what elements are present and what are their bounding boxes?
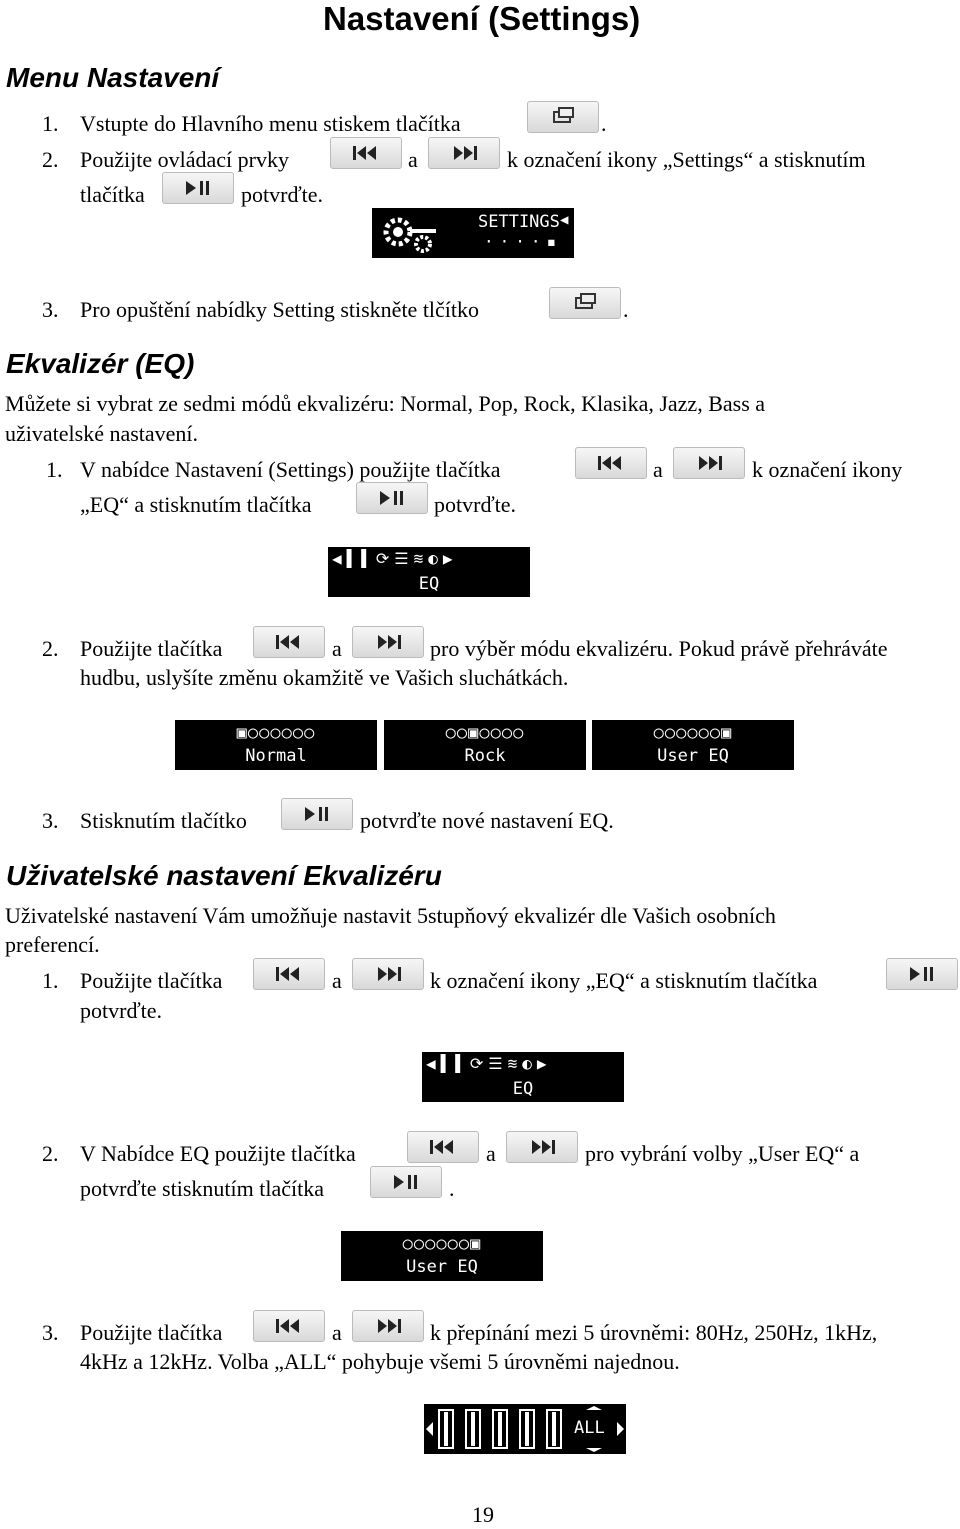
step-text: Stisknutím tlačítko [80, 808, 247, 833]
menu-dots-icon: ····▪ [484, 232, 563, 251]
step-text: potvrďte stisknutím tlačítka [80, 1176, 324, 1201]
step-number: 2. [42, 147, 59, 172]
prev-icon [408, 1132, 478, 1162]
step-text: . [449, 1176, 455, 1201]
step-text: k označení ikony [752, 457, 903, 482]
step-text: potvrďte. [80, 998, 163, 1023]
prev-button [253, 626, 325, 658]
eq-mode-dots: ○○○○○○▣ [402, 1234, 482, 1254]
eq-mode-label: User EQ [406, 1257, 478, 1277]
step-text: Pro opuštění nabídky Setting stiskněte tlčítko [80, 297, 480, 322]
user-eq-screen [341, 1231, 543, 1281]
step-text: potvrďte. [241, 182, 324, 207]
step-text: k označení ikony „EQ“ a stisknutím tlačítka [430, 968, 818, 993]
next-button [673, 447, 745, 479]
page-number: 19 [472, 1502, 494, 1527]
play-pause-button [886, 958, 958, 990]
eq-mode-label: User EQ [657, 746, 729, 766]
step-text: k označení ikony „Settings“ a stisknutím [507, 147, 866, 172]
section-heading-user-eq: Uživatelské nastavení Ekvalizéru [6, 860, 442, 891]
step-text: „EQ“ a stisknutím tlačítka [80, 492, 312, 517]
step-number: 1. [42, 968, 59, 993]
step-number: 3. [42, 808, 59, 833]
all-label: ALL [574, 1418, 605, 1438]
next-button [352, 1310, 424, 1342]
prev-icon [254, 627, 324, 657]
settings-icons-row: ◀▌▌⟳☰≋◐▶ [426, 1054, 552, 1073]
gear-icon [378, 212, 444, 256]
menu-icon [550, 288, 620, 318]
next-icon [674, 448, 744, 478]
step-number: 2. [42, 636, 59, 661]
eq-mode-dots: ○○▣○○○○ [445, 723, 525, 743]
play-pause-button [281, 798, 353, 830]
eq-menu-screen [422, 1052, 624, 1102]
eq-label: EQ [512, 1079, 534, 1099]
settings-screen [372, 208, 574, 258]
step-text: potvrďte. [434, 492, 517, 517]
step-text: k přepínání mezi 5 úrovněmi: 80Hz, 250Hz, 1kHz, [430, 1320, 878, 1345]
next-button [428, 137, 500, 169]
step-text: a [653, 457, 663, 482]
eq-mode-screen-normal [175, 720, 377, 770]
prev-icon [331, 138, 401, 168]
play-pause-button [356, 482, 428, 514]
step-text: Použijte tlačítka [80, 1320, 223, 1345]
section-heading-eq: Ekvalizér (EQ) [6, 348, 195, 379]
play-pause-icon [282, 799, 352, 829]
eq-menu-screen [328, 547, 530, 597]
paragraph: Uživatelské nastavení Vám umožňuje nastavit 5stupňový ekvalizér dle Vašich osobních [5, 903, 776, 928]
step-text: potvrďte nové nastavení EQ. [360, 808, 614, 833]
step-text: . [601, 111, 607, 136]
settings-icons-row: ◀▌▌⟳☰≋◐▶ [332, 549, 458, 568]
next-icon [353, 627, 423, 657]
next-icon [429, 138, 499, 168]
prev-button [253, 958, 325, 990]
next-icon [353, 959, 423, 989]
eq-mode-label: Normal [245, 746, 307, 766]
step-number: 1. [46, 457, 63, 482]
menu-icon [528, 102, 598, 132]
step-text: a [408, 147, 418, 172]
step-text: a [332, 968, 342, 993]
step-number: 1. [42, 111, 59, 136]
next-button [506, 1131, 578, 1163]
arrow-left-icon: ◀ [560, 212, 569, 228]
step-text: Použijte tlačítka [80, 636, 223, 661]
step-text: 4kHz a 12kHz. Volba „ALL“ pohybuje všemi 5 úrovněmi najednou. [80, 1349, 680, 1374]
step-text: pro vybrání volby „User EQ“ a [585, 1141, 860, 1166]
step-text: hudbu, uslyšíte změnu okamžitě ve Vašich sluchátkách. [80, 665, 569, 690]
prev-button [575, 447, 647, 479]
page-title: Nastavení (Settings) [323, 0, 641, 37]
next-button [352, 958, 424, 990]
prev-icon [254, 959, 324, 989]
prev-button [253, 1310, 325, 1342]
step-text: tlačítka [80, 182, 145, 207]
play-pause-button [162, 172, 234, 204]
eq-mode-screen-rock [384, 720, 586, 770]
next-icon [353, 1311, 423, 1341]
prev-icon [254, 1311, 324, 1341]
menu-button [549, 287, 621, 319]
step-text: V Nabídce EQ použijte tlačítka [80, 1141, 356, 1166]
menu-button [527, 101, 599, 133]
play-pause-icon [887, 959, 957, 989]
eq-mode-label: Rock [464, 746, 506, 766]
eq-bands-screen [424, 1404, 626, 1454]
prev-icon [576, 448, 646, 478]
step-text: pro výběr módu ekvalizéru. Pokud právě přehráváte [430, 636, 888, 661]
prev-button [407, 1131, 479, 1163]
step-text: a [332, 1320, 342, 1345]
step-text: Použijte tlačítka [80, 968, 223, 993]
next-icon [507, 1132, 577, 1162]
play-pause-icon [371, 1167, 441, 1197]
eq-mode-screen-user [592, 720, 794, 770]
paragraph: uživatelské nastavení. [5, 421, 199, 446]
step-number: 2. [42, 1141, 59, 1166]
eq-mode-dots: ▣○○○○○○ [236, 723, 316, 743]
paragraph: Můžete si vybrat ze sedmi módů ekvalizéru: Normal, Pop, Rock, Klasika, Jazz, Bass a [5, 391, 766, 416]
prev-button [330, 137, 402, 169]
step-number: 3. [42, 1320, 59, 1345]
step-text: V nabídce Nastavení (Settings) použijte tlačítka [80, 457, 501, 482]
step-text: Vstupte do Hlavního menu stiskem tlačítka [80, 111, 461, 136]
eq-mode-dots: ○○○○○○▣ [653, 723, 733, 743]
eq-label: EQ [418, 574, 440, 594]
step-text: Použijte ovládací prvky [80, 147, 289, 172]
play-pause-icon [163, 173, 233, 203]
section-heading-menu: Menu Nastavení [6, 62, 220, 93]
step-text: a [332, 636, 342, 661]
step-text: a [486, 1141, 496, 1166]
settings-label: SETTINGS [478, 212, 560, 232]
step-text: . [623, 297, 629, 322]
step-number: 3. [42, 297, 59, 322]
play-pause-button [370, 1166, 442, 1198]
play-pause-icon [357, 483, 427, 513]
next-button [352, 626, 424, 658]
paragraph: preferencí. [5, 932, 100, 957]
